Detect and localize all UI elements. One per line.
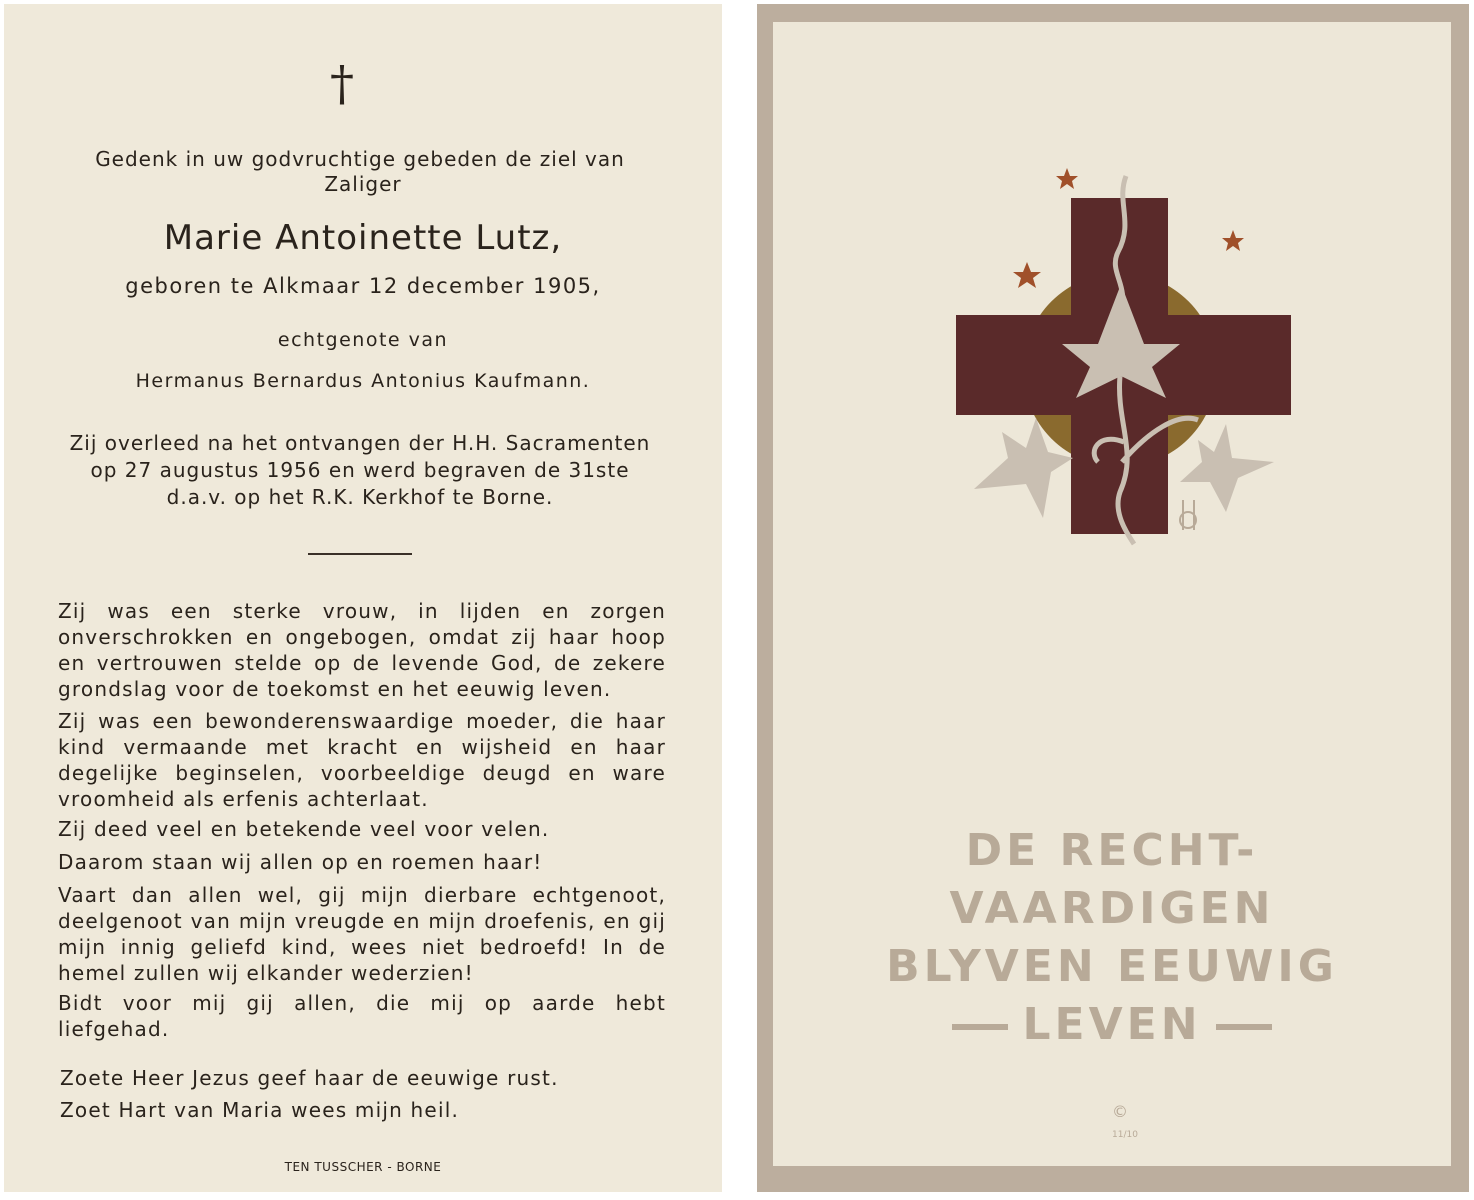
print-code: 11/10 (1112, 1130, 1138, 1140)
paragraph-farewell: Vaart dan allen wel, gij mijn dierbare echtgenoot, deelgenoot van mijn vreugde en mijn droefenis, en gij mijn innig geliefd kind, wees niet bedroefd! In de hemel zullen wij elkander wederzien! (58, 883, 666, 985)
death-line-2: op 27 augustus 1956 en werd begraven de 31ste (90, 458, 630, 482)
printer-imprint: TEN TUSSCHER - BORNE (284, 1160, 442, 1174)
intro-line: Gedenk in uw godvruchtige gebeden de ziel van (95, 147, 625, 171)
small-star-right (1222, 230, 1244, 251)
small-star-top (1056, 168, 1078, 189)
divider-rule (308, 553, 412, 555)
motto-rule-left (952, 1024, 1008, 1030)
death-line-3: d.a.v. op het R.K. Kerkhof te Borne. (166, 485, 554, 509)
copyright-mark: © (1112, 1102, 1128, 1121)
motto-line-3: BLYVEN EEUWIG (886, 941, 1338, 992)
motto-rule-right (1216, 1024, 1272, 1030)
paragraph-did-much: Zij deed veel en betekende veel voor velen. (58, 817, 550, 841)
cross-emblem-icon (948, 162, 1293, 562)
prayer-line-1: Zoete Heer Jezus geef haar de eeuwige rust. (60, 1066, 559, 1090)
memorial-card-text-side (4, 4, 722, 1192)
death-line-1: Zij overleed na het ontvangen der H.H. Sacramenten (69, 431, 651, 455)
death-notice (54, 430, 666, 511)
motto-line-2: VAARDIGEN (949, 883, 1275, 934)
motto-line-4-row (773, 996, 1451, 1054)
spouse-label: echtgenote van (277, 329, 449, 351)
artist-monogram (1180, 500, 1196, 530)
motto-line-4: LEVEN (1022, 999, 1202, 1050)
paragraph-mother: Zij was een bewonderenswaardige moeder, die haar kind vermaande met kracht en wijsheid en haar degelijke beginselen, voorbeeldige deugd en ware vroomheid als erfenis achterlaat. (58, 709, 666, 811)
spouse-name: Hermanus Bernardus Antonius Kaufmann. (135, 370, 591, 392)
small-star-left (1013, 262, 1041, 288)
prayer-line-2: Zoet Hart van Maria wees mijn heil. (60, 1098, 460, 1122)
zaliger-line: Zaliger (324, 172, 402, 196)
birth-line: geboren te Alkmaar 12 december 1905, (125, 274, 601, 298)
motto-line-1: DE RECHT- (965, 825, 1259, 876)
deceased-name: Marie Antoinette Lutz, (163, 218, 563, 258)
cover-panel (773, 22, 1451, 1166)
paragraph-praise: Daarom staan wij allen op en roemen haar! (58, 850, 543, 874)
cross-icon: † (330, 56, 354, 112)
memorial-card-cover (757, 4, 1469, 1192)
motto-text (773, 822, 1451, 1054)
paragraph-strong-woman: Zij was een sterke vrouw, in lijden en zorgen onverschrokken en ongebogen, omdat zij haar hoop en vertrouwen stelde op de levende God, de zekere grondslag voor de toekomst en het eeuwig leven. (58, 599, 666, 701)
lower-right-star (1180, 424, 1274, 512)
paragraph-pray: Bidt voor mij gij allen, die mij op aarde hebt liefgehad. (58, 991, 666, 1041)
